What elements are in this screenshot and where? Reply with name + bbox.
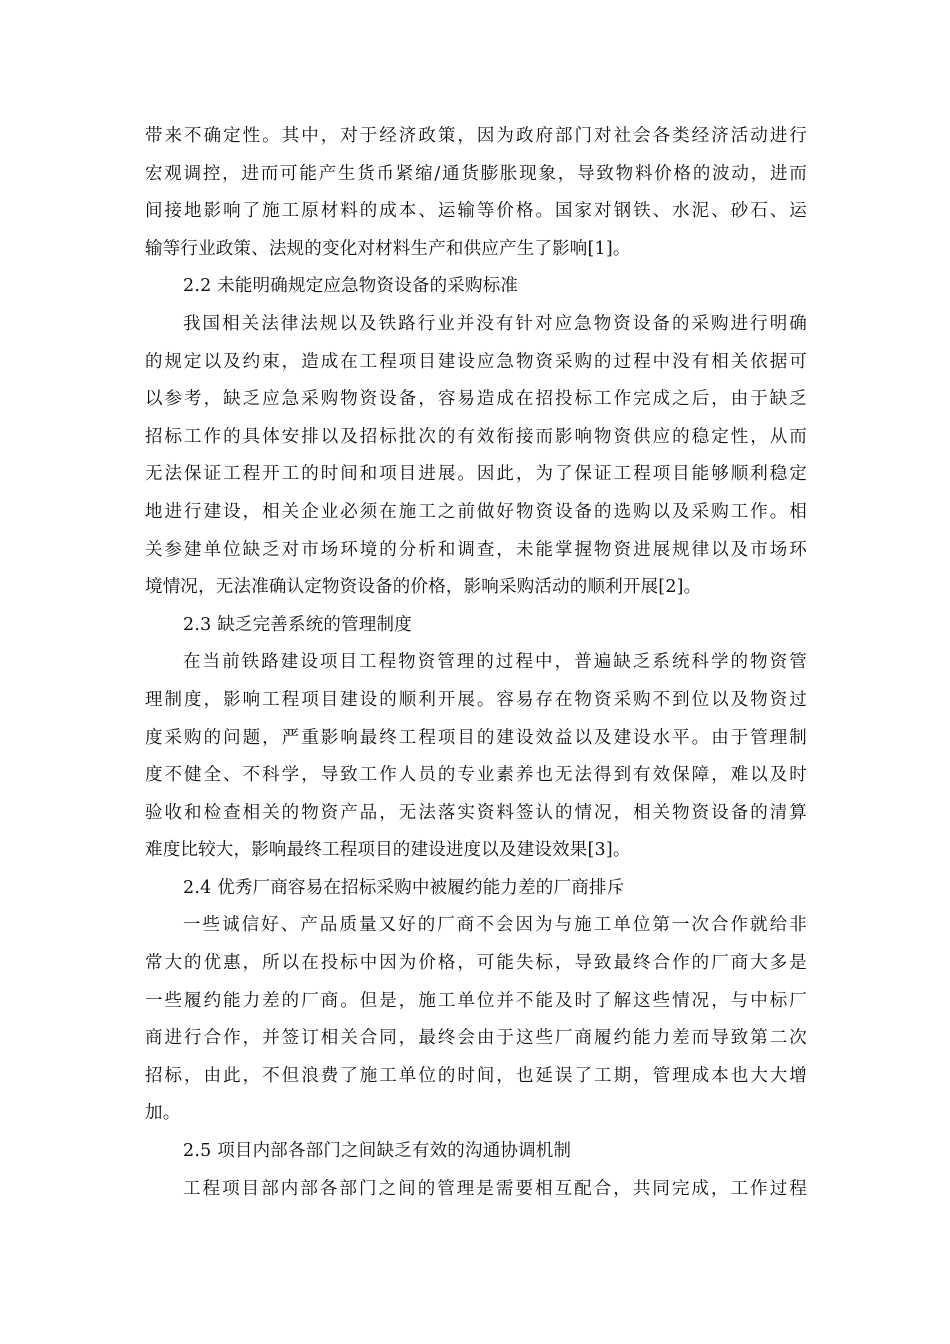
paragraph-line: 度采购的问题，严重影响最终工程项目的建设效益以及建设水平。由于管理制 [145,727,807,748]
paragraph-line: 招标工作的具体安排以及招标批次的有效衔接而影响物资供应的稳定性，从而 [145,426,807,447]
paragraph-line: 境情况，无法准确认定物资设备的价格，影响采购活动的顺利开展[2]。 [145,577,702,598]
paragraph-line: 以参考，缺乏应急采购物资设备，容易造成在招投标工作完成之后，由于缺乏 [145,389,807,410]
paragraph-line: 加。 [145,1103,181,1124]
paragraph-2-2 [145,306,807,607]
heading-2-2 [145,268,807,306]
section-heading: 2.2 未能明确规定应急物资设备的采购标准 [183,276,519,297]
paragraph-line: 我国相关法律法规以及铁路行业并没有针对应急物资设备的采购进行明确 [183,313,807,334]
section-heading: 2.3 缺乏完善系统的管理制度 [183,614,412,635]
paragraph-line: 一些诚信好、产品质量又好的厂商不会因为与施工单位第一次合作就给非 [183,915,807,936]
paragraph-line: 商进行合作，并签订相关合同，最终会由于这些厂商履约能力差而导致第二次 [145,1028,807,1049]
paragraph-line: 输等行业政策、法规的变化对材料生产和供应产生了影响[1]。 [145,238,631,259]
section-heading: 2.5 项目内部各部门之间缺乏有效的沟通协调机制 [183,1141,572,1162]
paragraph-line: 验收和检查相关的物资产品，无法落实资料签认的情况，相关物资设备的清算 [145,802,807,823]
paragraph-line: 度不健全、不科学，导致工作人员的专业素养也无法得到有效保障，难以及时 [145,765,807,786]
paragraph-2-5 [145,1171,807,1209]
paragraph-line: 招标，由此，不但浪费了施工单位的时间，也延误了工期，管理成本也大大增 [145,1065,807,1086]
heading-2-4 [145,870,807,908]
document-body [145,118,807,1208]
paragraph-line: 无法保证工程开工的时间和项目进展。因此，为了保证工程项目能够顺利稳定 [145,464,807,485]
paragraph-economic-policy [145,118,807,268]
paragraph-line: 在当前铁路建设项目工程物资管理的过程中，普遍缺乏系统科学的物资管 [183,652,807,673]
paragraph-line: 带来不确定性。其中，对于经济政策，因为政府部门对社会各类经济活动进行 [145,126,807,146]
paragraph-line: 一些履约能力差的厂商。但是，施工单位并不能及时了解这些情况，与中标厂 [145,990,807,1011]
paragraph-2-4 [145,907,807,1133]
paragraph-line: 常大的优惠，所以在投标中因为价格，可能失标，导致最终合作的厂商大多是 [145,953,807,974]
paragraph-2-3 [145,644,807,870]
paragraph-line: 间接地影响了施工原材料的成本、运输等价格。国家对钢铁、水泥、砂石、运 [145,201,807,222]
paragraph-line: 工程项目部内部各部门之间的管理是需要相互配合，共同完成，工作过程 [183,1178,807,1199]
paragraph-line: 宏观调控，进而可能产生货币紧缩/通货膨胀现象，导致物料价格的波动，进而 [145,163,807,184]
paragraph-line: 难度比较大，影响最终工程项目的建设进度以及建设效果[3]。 [145,840,631,861]
heading-2-3 [145,607,807,645]
paragraph-line: 理制度，影响工程项目建设的顺利开展。容易存在物资采购不到位以及物资过 [145,689,807,710]
section-heading: 2.4 优秀厂商容易在招标采购中被履约能力差的厂商排斥 [183,877,625,898]
paragraph-line: 地进行建设，相关企业必须在施工之前做好物资设备的选购以及采购工作。相 [145,501,807,522]
heading-2-5 [145,1133,807,1171]
paragraph-line: 的规定以及约束，造成在工程项目建设应急物资采购的过程中没有相关依据可 [145,351,807,372]
paragraph-line: 关参建单位缺乏对市场环境的分析和调查，未能掌握物资进展规律以及市场环 [145,539,807,560]
